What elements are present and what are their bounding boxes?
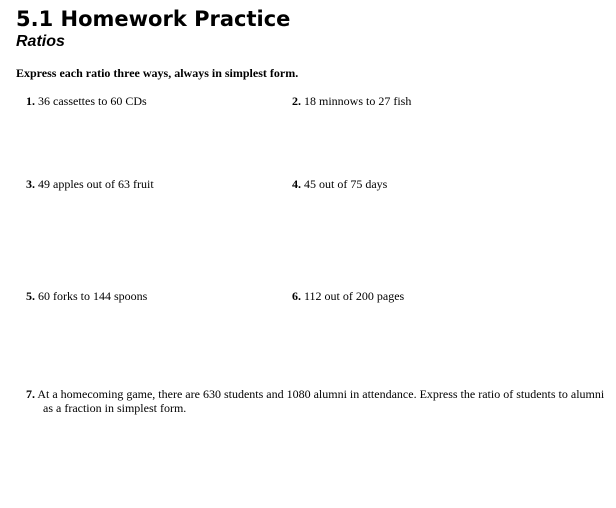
worksheet-subtitle: Ratios bbox=[16, 33, 65, 50]
instructions: Express each ratio three ways, always in simplest form. bbox=[16, 66, 299, 80]
problem-text: 36 cassettes to 60 CDs bbox=[38, 94, 147, 108]
problem-text: 45 out of 75 days bbox=[304, 177, 388, 191]
problem-5 bbox=[26, 289, 147, 303]
problem-text: At a homecoming game, there are 630 students and 1080 alumni in attendance. Express the ratio of students to alumni bbox=[37, 387, 605, 401]
problem-number: 1. bbox=[26, 94, 35, 108]
worksheet-title: 5.1 Homework Practice bbox=[16, 7, 291, 31]
problem-7-line-2: as a fraction in simplest form. bbox=[43, 401, 187, 415]
problem-number: 2. bbox=[292, 94, 301, 108]
problem-text: 60 forks to 144 spoons bbox=[38, 289, 148, 303]
problem-number: 3. bbox=[26, 177, 35, 191]
problem-number: 7. bbox=[26, 387, 35, 401]
problem-6 bbox=[292, 289, 404, 303]
problem-3 bbox=[26, 177, 154, 191]
problem-1 bbox=[26, 94, 147, 108]
problem-number: 5. bbox=[26, 289, 35, 303]
problem-text: 49 apples out of 63 fruit bbox=[38, 177, 154, 191]
problem-text: 18 minnows to 27 fish bbox=[304, 94, 412, 108]
problem-2 bbox=[292, 94, 411, 108]
problem-number: 6. bbox=[292, 289, 301, 303]
problem-text: 112 out of 200 pages bbox=[304, 289, 405, 303]
problem-7 bbox=[26, 387, 616, 415]
problem-4 bbox=[292, 177, 387, 191]
problem-number: 4. bbox=[292, 177, 301, 191]
problem-7-line-1 bbox=[26, 387, 616, 401]
